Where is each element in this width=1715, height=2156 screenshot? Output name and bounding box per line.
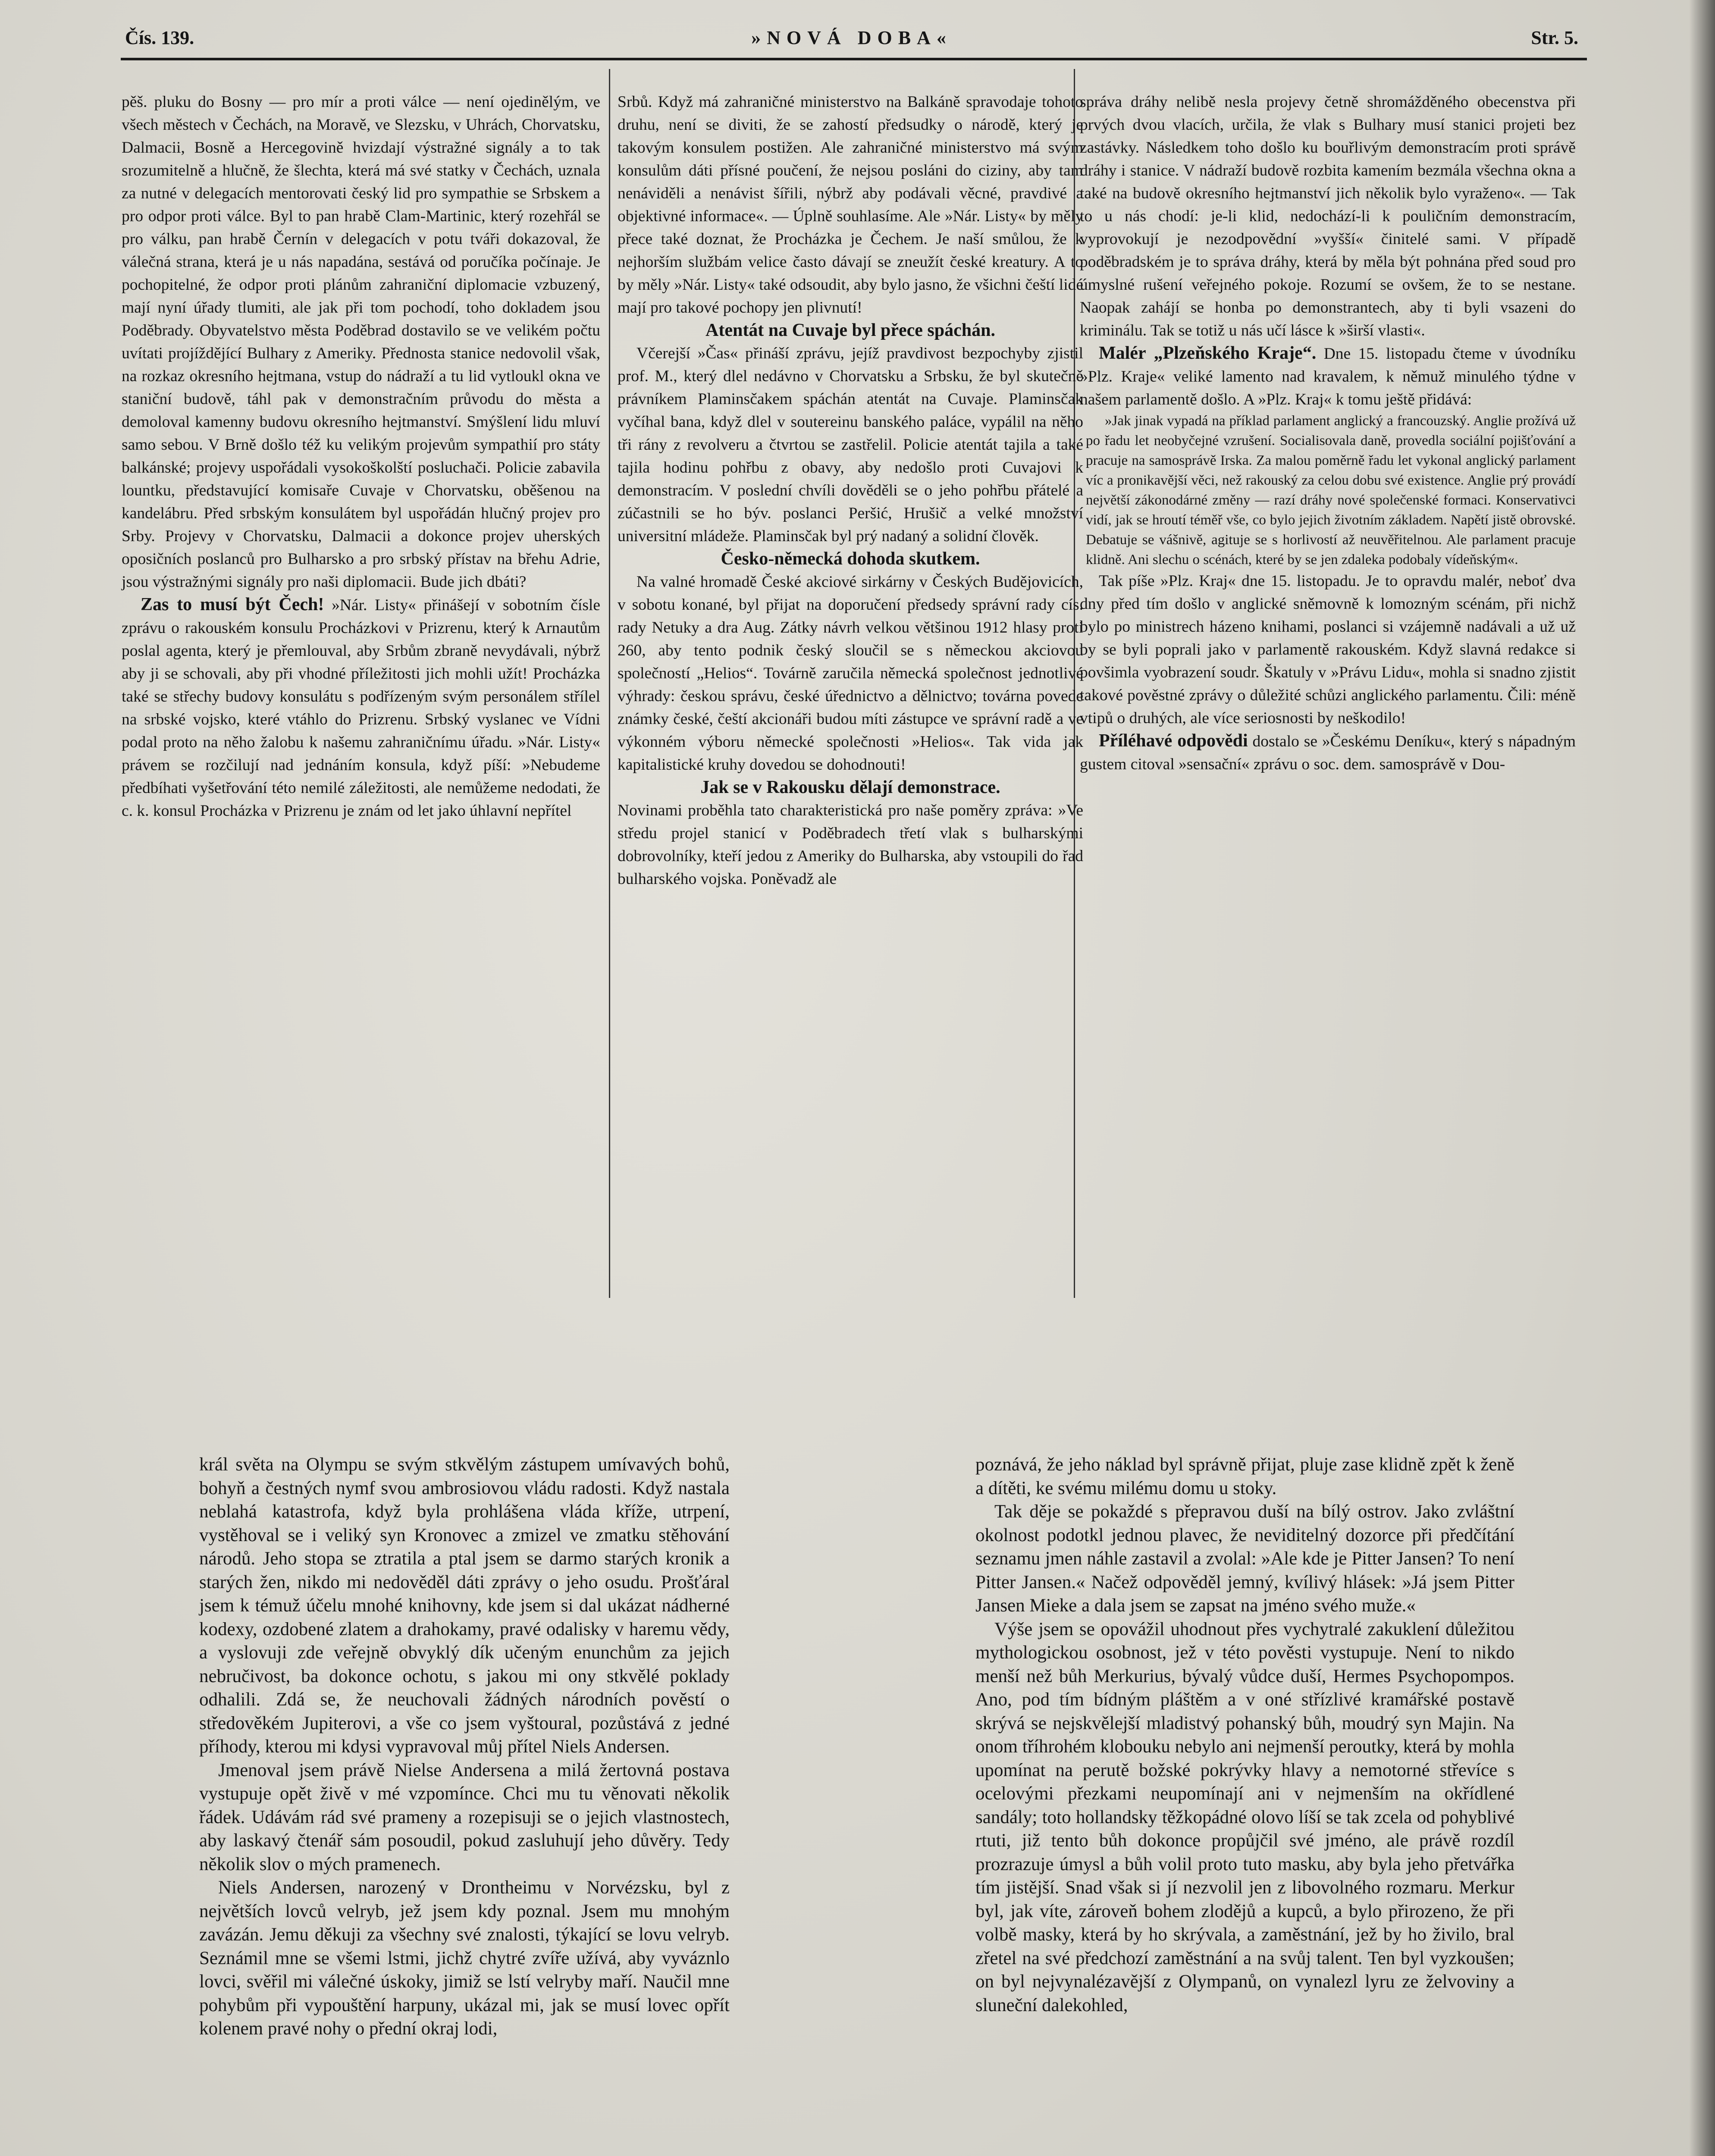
article-text: »Nár. Listy« přinášejí v sobotním čísle zprávu o rakouském konsulu Procházkovi v Prizrenu, který k Arnautům poslal agenta, který je přemlouval, aby Srbům zbraně nevydávali, nýbrž aby ji se schovali, aby při vhodné příležitosti jich mohli užít! Procházka také se střechy budovy konsulátu s podřízeným svým personálem střílel na srbské vojsko, které vtáhlo do Prizrenu. Srbský vyslanec ve Vídni podal proto na něho žalobu k našemu zahraničnímu úřadu. »Nár. Listy« právem se rozčilují nad jednáním konsula, když píší: »Nebudeme předbíhati vyšetřování této nemilé záležitosti, ale nemůžeme nedodati, že c. k. konsul Procházka v Prizrenu je znám od let jako úhlavní nepřítel bbox=[122, 596, 600, 820]
article-heading: Malér „Plzeňského Kraje“. bbox=[1099, 343, 1317, 363]
article-text: Novinami proběhla tato charakteristická pro naše poměry zpráva: »Ve středu projel stanicí v Poděbradech třetí vlak s bulharskými dobrovolníky, kteří jedou z Ameriky do Bulharska, aby vstoupili do řad bulharského vojska. Poněvadž ale bbox=[618, 802, 1083, 888]
article-text: Včerejší »Čas« přináší zprávu, jejíž pravdivost bezpochyby zjistil prof. M., který dlel nedávno v Chorvatsku a Srbsku, že byl skutečně právníkem Plaminsčakem spáchán atentát na Cuvaje. Plaminsčak vyčíhal bana, když dlel v soutereinu banského paláce, vypálil na něho tři rány z revolveru a čtvrtou se zastřelil. Policie atentát tajila a také tajila hodinu pohřbu z obavy, aby nedošlo proti Cuvajovi k demonstracím. V poslední chvíli dověděli se o jeho pohřbu přátelé a zúčastnili se ho býv. poslanci Peršić, Hrušič a velké množství universitní mládeže. Plaminsčak byl prý nadaný a solidní člověk. bbox=[618, 345, 1083, 545]
feuilleton-text: král světa na Olympu se svým stkvělým zástupem umívavých bohů, bohyň a čestných nymf svou ambrosiovou vládu radosti. Když nastala neblahá katastrofa, když byla prohlášena vláda kříže, utrpení, vystěhoval se i veliký syn Kronovec a zmizel ve zmatku stěhování národů. Jeho stopa se ztratila a ptal jsem se darmo starých kronik a starých žen, nikdo mi nedověděl dáti zprávy o jeho osudu. Prošťáral jsem k témuž účelu mnohé knihovny, kde jsem si dal ukázat nádherné kodexy, ozdobené zlatem a drahokamy, pravé odalisky v haremu vědy, a vyslovuji zde veřejně obvyklý dík učeným enunchům za jejich nebručivost, ba dokonce ochotu, s jakou mi ony stkvělé poklady odhalili. Zdá se, že neuchovali žádných národních pověstí o středověkém Jupiterovi, a vše co jsem vyštoural, pozůstává z jedné příhody, kterou mi kdysi vypravoval můj přítel Niels Andersen. bbox=[199, 1454, 730, 1757]
page-header bbox=[125, 27, 1578, 54]
issue-number: Čís. 139. bbox=[125, 27, 194, 48]
page-number: Str. 5. bbox=[1531, 27, 1578, 48]
article-paragraph bbox=[1080, 730, 1576, 776]
article-text: Tak píše »Plz. Kraj« dne 15. listopadu. Je to opravdu malér, neboť dva dny před tím došlo v anglické sněmovně k lomozným scénám, při nichž bylo po ministrech házeno knihami, poslanci si vzájemně nadávali a už už by se byli poprali jako v parlamentě rakouském. Když slavná redakce si povšimla vyobrazení soudr. Škatuly v »Právu Lidu«, mohla si snadno zjistit takové pověstné zprávy o důležité schůzi anglického parlamentu. Čili: méně vtipů o druhých, ale více seriosnosti by neškodilo! bbox=[1080, 572, 1576, 727]
quoted-passage: »Jak jinak vypadá na příklad parlament anglický a francouzský. Anglie prožívá už po řadu let neobyčejné vzrušení. Socialisovala daně, provedla sociální pojišťování a pracuje na samosprávě Irska. Za malou poměrně řadu let vykonal anglický parlament víc a pronikavější věci, než rakouský za celou dobu své existence. Anglie prý provádí největší zákonodárné změny — razí dráhy nové společenské formaci. Konservativci vidí, jak se hroutí téměř vše, co bylo jejich životním základem. Napětí jistě obrovské. Debatuje se vášnivě, agituje se s horlivostí až neuvěřitelnou. Ale parlament pracuje klidně. Ani slechu o scénách, které by se jen zdaleka podobaly vídeňským«. bbox=[1086, 413, 1576, 567]
scan-edge-shadow bbox=[1689, 0, 1715, 2156]
article-heading: Jak se v Rakousku dělají demonstrace. bbox=[700, 777, 1000, 797]
feuilleton-text: poznává, že jeho náklad byl správně přijat, pluje zase klidně zpět k ženě a dítěti, ke svému milému domu u stoky. bbox=[975, 1454, 1514, 1498]
article-heading: Příléhavé odpovědi bbox=[1099, 731, 1248, 751]
header-rule bbox=[121, 58, 1587, 60]
feuilleton-text: Výše jsem se opovážil uhodnout přes vychytralé zakuklení důležitou mythologickou osobnost, jež v této pověsti vystupuje. Není to nikdo menší než bůh Merkurius, bývalý vůdce duší, Hermes Psychopompos. Ano, pod tím bídným pláštěm a v oné střízlivé kramářské postavě skrývá se nejskvělejší mladistvý pohanský bůh, moudrý syn Majin. Na onom tříhrohém klobouku nebylo ani nejmenší peroutky, která by mohla upomínat na perutě božské pokrývky hlavy a nemotorné střevíce s ocelovými přezkami neupomínají ani v nejmenším na okřídlené sandály; toto hollandsky těžkopádné olovo líší se tak zcela od pohyblivé rtuti, již tento bůh dokonce propůjčil své jméno, ale právě rozdíl prozrazuje úmysl a bůh volil proto tuto masku, aby byla jeho přetvářka tím jistější. Snad však si jí nezvolil jen z libovolného rozmaru. Merkur byl, jak víte, zároveň bohem zlodějů a kupců, a bylo přirozeno, že při volbě masky, která by ho skrývala, a zaměstnání, jež by ho živilo, bral zřetel na své předchozí zaměstnání a na svůj talent. Ten byl vyzkoušen; on byl nejvynalézavější z Olympanů, on vynalezl lyru ze želvoviny a sluneční dalekohled, bbox=[975, 1619, 1514, 2015]
article-text: Srbů. Když má zahraničné ministerstvo na Balkáně spravodaje tohoto druhu, není se diviti, že se zahostí předsudky o národě, který je takovým konsulem postižen. Ale zahraničné ministerstvo má svým konsulům dáti přísné poučení, že nejsou posláni do ciziny, aby tam nenáviděli a nenávist šířili, nýbrž aby podávali věcné, pravdivé a objektivné informace«. — Úplně souhlasíme. Ale »Nár. Listy« by měly přece také doznat, že Procházka je Čechem. Je naší smůlou, že k nejhorším službám velice často dávají se zneužít české kreatury. A to by měly »Nár. Listy« také odsoudit, aby bylo jasno, že všichni čeští lidé mají pro takové pochopy jen plivnutí! bbox=[618, 93, 1084, 317]
article-text: dostalo se »Českému Deníku«, který s nápadným gustem citoval »sensační« zprávu o soc. dem. samosprávě v Dou- bbox=[1080, 733, 1576, 773]
column-divider bbox=[609, 69, 610, 1298]
article-text: pěš. pluku do Bosny — pro mír a proti válce — není ojedinělým, ve všech městech v Čechách, na Moravě, ve Slezsku, v Uhrách, Chorvatsku, Dalmacii, Bosně a Hercegovině hvizdají výstražné signály a to tak srozumitelně a hlučně, že šlechta, která má své statky v Čechách, uznala za nutné v delegacích mentorovati český lid pro sympathie se Srbskem a pro odpor proti válce. Byl to pan hrabě Clam-Martinic, který rozehřál se pro válku, pan hrabě Černín v delegacích v potu tváři dokazoval, že válečná strana, která je u nás napadána, sestává od poručíka počínaje. Je pochopitelné, že odpor proti plánům zahraniční diplomacie vzbuzený, mají nyní úřady tlumiti, ale jak při tom pochodí, toho dokladem jsou Poděbrady. Obyvatelstvo města Poděbrad dostavilo se ve velikém počtu uvítati projíždějící Bulhary z Ameriky. Přednosta stanice nedovolil však, na rozkaz okresního hejtmana, vstup do nádraží a tu lid vytloukl okna ve staniční budově, táhl pak v demonstračním průvodu do města a demoloval kamenny budovu okresního hejtmanství. Smýšlení lidu mluví samo sebou. V Brně došlo též ku velikým projevům sympathií pro státy balkánské; projevy uspořádali vysokoškolští posluchači. Policie zabavila lountku, představující komisaře Cuvaje v Chorvatsku, oběšenou na kandelábru. Před srbským konsulátem byl uspořádán hlučný projev pro Srby. Projevy v Chorvatsku, Dalmacii a dokonce projev uherských oposičních poslanců pro Bulharsko a pro srbský přístav na břehu Adrie, jsou výstražnými signály pro naši diplomacii. Bude jich dbáti? bbox=[122, 93, 600, 591]
article-text: Dne 15. listopadu čteme v úvodníku »Plz. Kraje« veliké lamento nad kravalem, k němuž minulého týdne v našem parlamentě došlo. A »Plz. Kraj« k tomu ještě přidává: bbox=[1080, 345, 1576, 408]
feuilleton-text: Niels Andersen, narozený v Drontheimu v Norvézsku, byl z největších lovců velryb, jež jsem kdy poznal. Jsem mu mnohým zavázán. Jemu děkuji za všechny své znalosti, týkající se lovu velryb. Seznámil mne se všemi lstmi, jichž chytré zvíře užívá, aby vyváznlo lovci, svěřil mi válečné úskoky, jimiž se lstí velryby maří. Naučil mne pohybům při vypouštění harpuny, ukázal mi, jak se musí lovec opřít kolenem pravé nohy o přední okraj lodi, bbox=[199, 1877, 730, 2039]
news-column-3 bbox=[1080, 91, 1576, 776]
article-heading: Česko-německá dohoda skutkem. bbox=[721, 549, 980, 569]
article-paragraph bbox=[1080, 342, 1576, 411]
feuilleton-column-left bbox=[199, 1453, 730, 2041]
article-paragraph bbox=[122, 593, 600, 822]
news-column-2 bbox=[618, 91, 1083, 890]
article-text: Na valné hromadě České akciové sirkárny v Českých Budějovicích, v sobotu konané, byl přijat na doporučení předsedy správní rady cís. rady Netuky a dra Aug. Zátky návrh velkou většinou 1912 hlasy proti 260, aby tento podnik český sloučil se s německou akciovou společností „Helios“. Továrně zaručila německá společnost jednotlivé výhrady: českou správu, české úřednictvo a dělnictvo; továrna povede známky české, čeští akcionáři budou míti zástupce ve správní radě a ve výkonném výboru německé společnosti »Helios«. Tak vida jak kapitalistické kruhy dovedou se dohodnouti! bbox=[618, 573, 1083, 774]
newspaper-title: »NOVÁ DOBA« bbox=[751, 27, 952, 48]
article-heading: Zas to musí být Čech! bbox=[141, 595, 324, 614]
article-heading: Atentát na Cuvaje byl přece spáchán. bbox=[705, 320, 995, 340]
news-column-1 bbox=[122, 91, 600, 822]
feuilleton-text: Jmenoval jsem právě Nielse Andersena a milá žertovná postava vystupuje opět živě v mé vzpomínce. Chci mu tu věnovati několik řádek. Udávám rád své prameny a rozepisuji se o jejich vlastnostech, aby laskavý čtenář sám posoudil, pokud zasluhují jeho důvěry. Tedy několik slov o mých pramenech. bbox=[199, 1760, 730, 1874]
feuilleton-text: Tak děje se pokaždé s přepravou duší na bílý ostrov. Jako zvláštní okolnost podotkl jednou plavec, že neviditelný dozorce při předčítání seznamu jmen náhle zastavil a zvolal: »Ale kde je Pitter Jansen? To není Pitter Jansen.« Načež odpověděl jemný, kvílivý hlásek: »Já jsem Pitter Jansen Mieke a dala jsem se zapsat na jméno svého muže.« bbox=[975, 1501, 1514, 1616]
article-text: správa dráhy nelibě nesla projevy četně shromážděného obecenstva při prvých dvou vlacích, určila, že vlak s Bulhary musí stanici projeti bez zastávky. Následkem toho došlo ku bouřlivým demonstracím proti správě dráhy i stanice. V nádraží budově rozbita kamením bezmála všechna okna a také na budově okresního hejtmanství jich několik bylo vyraženo«. — Tak to u nás chodí: je-li klid, nedochází-li k pouličním demonstracím, vyprovokují je nezodpovědní »vyšší« činitelé sami. V případě poděbradském je to správa dráhy, která by měla být pohnána před soud pro úmyslné rušení veřejného pokoje. Rozumí se ovšem, že to se nestane. Naopak zahájí se honba po demonstrantech, aby ti byli vsazeni do kriminálu. Tak se totiž u nás učí lásce k »širší vlasti«. bbox=[1080, 93, 1576, 339]
feuilleton-column-right bbox=[975, 1453, 1514, 2017]
